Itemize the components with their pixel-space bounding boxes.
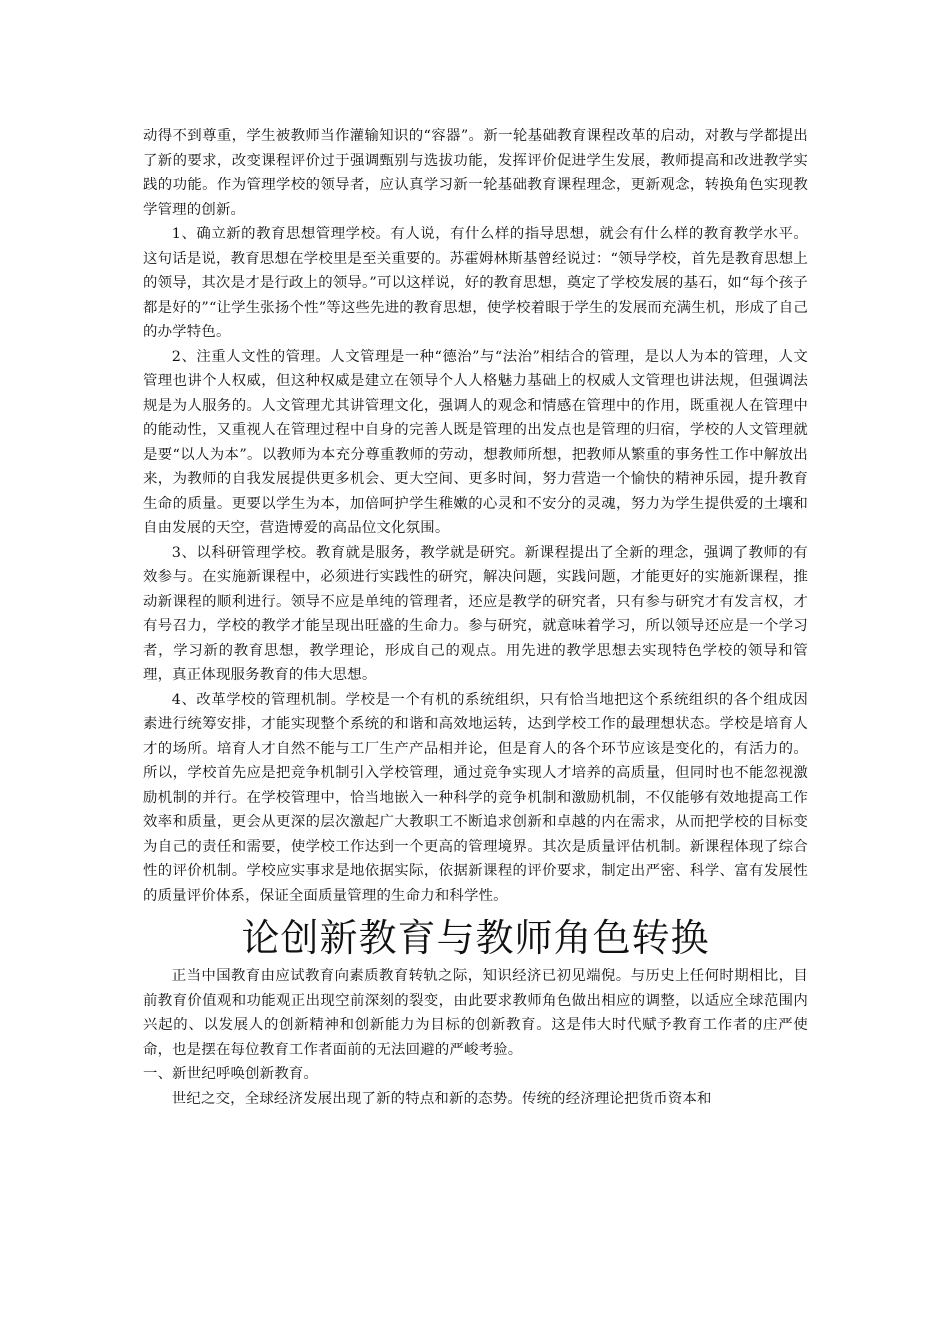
paragraph-point-2: 2、注重人文性的管理。人文管理是一种“德治”与“法治”相结合的管理，是以人为本的管理，人文管理也讲个人权威，但这种权威是建立在领导个人人格魅力基础上的权威人文管理也讲法规，但强调法规是为人服务的。人文管理尤其讲管理文化，强调人的观念和情感在管理中的作用，既重视人在管理中的能动性，又重视人在管理过程中自身的完善人既是管理的出发点也是管理的归宿，学校的人文管理就是要“以人为本”。以教师为本充分尊重教师的劳动，想教师所想，把教师从繁重的事务性工作中解放出来，为教师的自我发展提供更多机会、更大空间、更多时间，努力营造一个愉快的精神乐园，提升教育生命的质量。更要以学生为本，加倍呵护学生稚嫩的心灵和不安分的灵魂，努力为学生提供爱的土壤和自由发展的天空，营造博爱的高品位文化氛围。	[143, 348, 808, 536]
paragraph-continuation: 动得不到尊重，学生被教师当作灌输知识的“容器”。新一轮基础教育课程改革的启动，对教与学都提出了新的要求，改变课程评价过于强调甄别与选拔功能，发挥评价促进学生发展，教师提高和改进教学实践的功能。作为管理学校的领导者，应认真学习新一轮基础教育课程理念，更新观念，转换角色实现教学管理的创新。	[143, 128, 808, 218]
paragraph-section-start: 世纪之交，全球经济发展出现了新的特点和新的态势。传统的经济理论把货币资本和	[171, 1090, 712, 1107]
section-heading: 一、新世纪呼唤创新教育。	[143, 1066, 319, 1082]
paragraph-point-3: 3、以科研管理学校。教育就是服务，教学就是研究。新课程提出了全新的理念，强调了教师的有效参与。在实施新课程中，必须进行实践性的研究，解决问题，实践问题，才能更好的实施新课程，推动新课程的顺利进行。领导不应是单纯的管理者，还应是教学的研究者，只有参与研究才有发言权，才有号召力，学校的教学才能呈现出旺盛的生命力。参与研究，就意味着学习，所以领导还应是一个学习者，学习新的教育思想，教学理论，形成自己的观点。用先进的教学思想去实现特色学校的领导和管理，真正体现服务教育的伟大思想。	[143, 544, 808, 683]
paragraph-point-1: 1、确立新的教育思想管理学校。有人说，有什么样的指导思想，就会有什么样的教育教学水平。这句话是说，教育思想在学校里是至关重要的。苏霍姆林斯基曾经说过：“领导学校，首先是教育思想上的领导，其次是才是行政上的领导。”可以这样说，好的教育思想，奠定了学校发展的基石，如“每个孩子都是好的”“让学生张扬个性”等这些先进的教育思想，使学校着眼于学生的发展而充满生机，形成了自己的办学特色。	[143, 226, 808, 340]
paragraph-point-4: 4、改革学校的管理机制。学校是一个有机的系统组织，只有恰当地把这个系统组织的各个组成因素进行统筹安排，才能实现整个系统的和谐和高效地运转，达到学校工作的最理想状态。学校是培育人才的场所。培育人才自然不能与工厂生产产品相并论，但是育人的各个环节应该是变化的，有活力的。所以，学校首先应是把竞争机制引入学校管理，通过竞争实现人才培养的高质量，但同时也不能忽视激励机制的并行。在学校管理中，恰当地嵌入一种科学的竞争机制和激励机制，不仅能够有效地提高工作效率和质量，更会从更深的层次激起广大教职工不断追求创新和卓越的内在需求，从而把学校的目标变为自己的责任和需要，使学校工作达到一个更高的管理境界。其次是质量评估机制。新课程体现了综合性的评价机制。学校应实事求是地依据实际，依据新课程的评价要求，制定出严密、科学、富有发展性的质量评价体系，保证全面质量管理的生命力和科学性。	[143, 691, 808, 904]
paragraph-intro: 正当中国教育由应试教育向素质教育转轨之际，知识经济已初见端倪。与历史上任何时期相比，目前教育价值观和功能观正出现空前深刻的裂变，由此要求教师角色做出相应的调整，以适应全球范围内兴起的、以发展人的创新精神和创新能力为目标的创新教育。这是伟大时代赋予教育工作者的庄严使命，也是摆在每位教育工作者面前的无法回避的严峻考验。	[143, 968, 808, 1058]
document-body	[143, 124, 808, 1111]
article-title: 论创新教育与教师角色转换	[241, 916, 710, 960]
